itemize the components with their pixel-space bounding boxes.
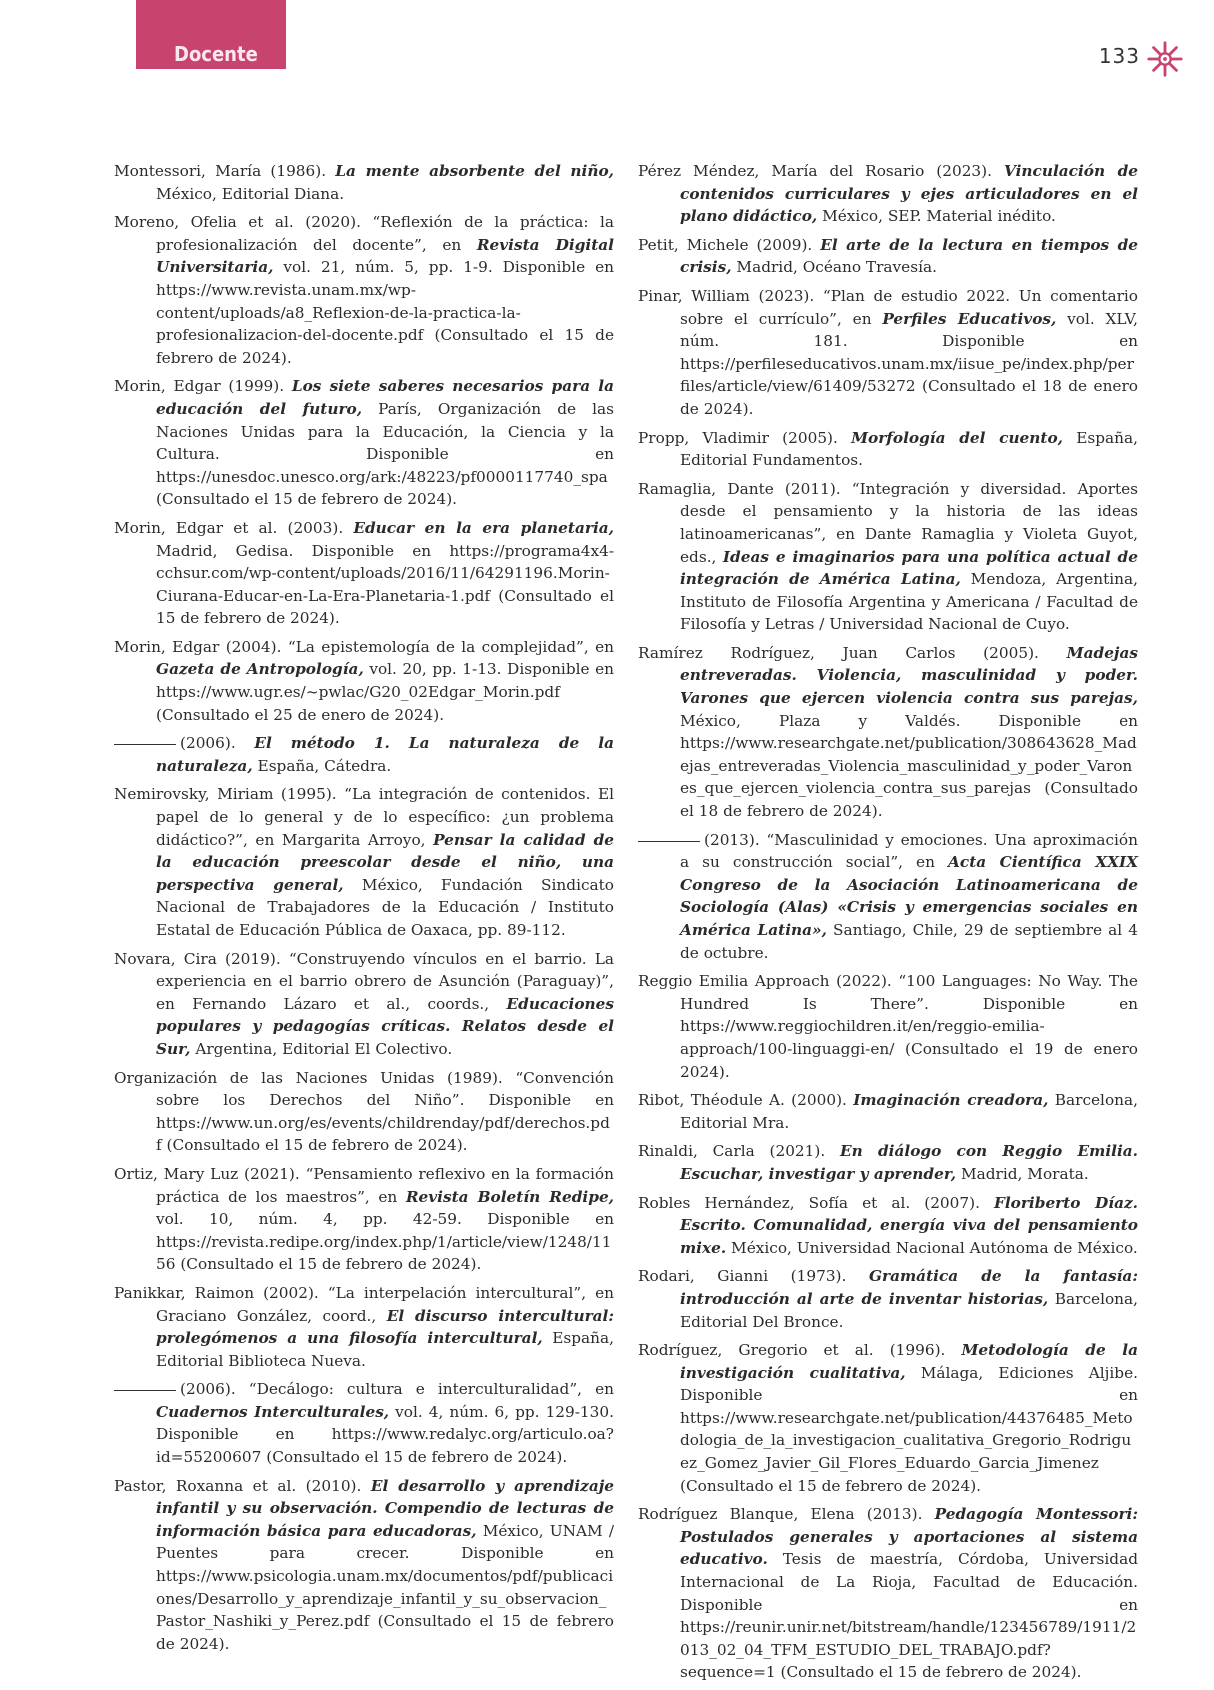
reference-title: Revista Digital Universitaria, bbox=[156, 235, 614, 277]
reference-title: Acta Científica XXIX Congreso de la Asociación Latinoamericana de Sociología (Alas) «Crisis y emergencias sociales en América Latina», bbox=[680, 853, 1138, 939]
reference-title: Imaginación creadora, bbox=[853, 1091, 1049, 1110]
reference-entry bbox=[114, 783, 614, 941]
reference-title: Perfiles Educativos, bbox=[882, 309, 1057, 328]
reference-text: Pastor, Roxanna et al. (2010). bbox=[114, 1476, 371, 1495]
reference-entry bbox=[638, 234, 1138, 279]
reference-text: México, SEP. Material inédito. bbox=[817, 207, 1056, 226]
reference-text: Reggio Emilia Approach (2022). “100 Languages: No Way. The Hundred Is There”. Disponible en https://www.reggiochildren.it/en/reggio-emilia-approach/100-linguaggi-en/ (Consultado el 19 de enero 2024). bbox=[638, 972, 1138, 1081]
reference-entry bbox=[114, 732, 614, 777]
reference-title: Floriberto Díaz. Escrito. Comunalidad, energía viva del pensamiento mixe. bbox=[680, 1193, 1139, 1257]
reference-text: Petit, Michele (2009). bbox=[638, 235, 821, 254]
reference-text: vol. XLV, núm. 181. Disponible en https://perfileseducativos.unam.mx/iisue_pe/index.php/perfiles/article/view/61409/53272 (Consultado el 18 de enero de 2024). bbox=[680, 309, 1138, 418]
page-number: 133 bbox=[1098, 44, 1140, 68]
reference-text: Rodríguez Blanque, Elena (2013). bbox=[638, 1505, 935, 1524]
reference-text: Barcelona, Editorial Mra. bbox=[680, 1091, 1138, 1132]
reference-text: Morin, Edgar (1999). bbox=[114, 377, 292, 396]
reference-title: El discurso intercultural: prolegómenos a una filosofía intercultural, bbox=[156, 1306, 614, 1348]
reference-text: vol. 21, núm. 5, pp. 1-9. Disponible en https://www.revista.unam.mx/wp-content/uploads/a8_Reflexion-de-la-practica-la-profesionalizacion-del-docente.pdf (Consultado el 15 de febrero de 2024). bbox=[156, 258, 614, 367]
reference-title: Madejas entreveradas. Violencia, masculinidad y poder. Varones que ejercen violencia contra sus parejas, bbox=[680, 643, 1138, 708]
reference-text: (2013). “Masculinidad y emociones. Una aproximación a su construcción social”, en bbox=[680, 830, 1138, 872]
reference-text: París, Organización de las Naciones Unidas para la Educación, la Ciencia y la Cultura. Disponible en https://unesdoc.unesco.org/ark:/48223/pf0000117740_spa (Consultado el 15 de febrero de 2024). bbox=[156, 399, 614, 509]
reference-entry bbox=[638, 1140, 1138, 1185]
reference-text: Morin, Edgar et al. (2003). bbox=[114, 518, 354, 537]
reference-text: Ribot, Théodule A. (2000). bbox=[638, 1091, 854, 1110]
reference-text: Robles Hernández, Sofía et al. (2007). bbox=[638, 1193, 994, 1212]
reference-text: Argentina, Editorial El Colectivo. bbox=[190, 1039, 453, 1058]
reference-entry bbox=[638, 1089, 1138, 1134]
reference-title: En diálogo con Reggio Emilia. Escuchar, investigar y aprender, bbox=[680, 1142, 1138, 1183]
references-columns bbox=[114, 160, 1138, 1690]
reference-text: Moreno, Ofelia et al. (2020). “Reflexión de la práctica: la profesionalización del docente”, en bbox=[114, 213, 614, 254]
reference-text: México, Plaza y Valdés. Disponible en https://www.researchgate.net/publication/308643628_Madejas_entreveradas_Violencia_masculinidad_y_poder_Varones_que_ejercen_violencia_contra_sus_parejas (Consultado el 18 de febrero de 2024). bbox=[680, 711, 1138, 821]
reference-entry bbox=[114, 517, 614, 630]
repeat-author-dash bbox=[114, 1390, 176, 1391]
section-tag bbox=[136, 0, 286, 69]
reference-text: Rodríguez, Gregorio et al. (1996). bbox=[638, 1341, 962, 1360]
reference-entry bbox=[638, 1192, 1138, 1260]
reference-entry bbox=[114, 211, 614, 369]
reference-text: Barcelona, Editorial Del Bronce. bbox=[680, 1289, 1139, 1331]
reference-text: México, UNAM / Puentes para crecer. Disponible en https://www.psicologia.unam.mx/documentos/pdf/publicaciones/Desarrollo_y_aprendizaje_infantil_y_su_observacion_Pastor_Nashiki_y_Perez.pdf (Consultado el 15 de febrero de 2024). bbox=[156, 1521, 614, 1653]
reference-entry bbox=[638, 285, 1138, 421]
reference-text: Ortiz, Mary Luz (2021). “Pensamiento reflexivo en la formación práctica de los maestros”, en bbox=[114, 1164, 614, 1206]
reference-text: Propp, Vladimir (2005). bbox=[638, 428, 852, 447]
reference-text: (2006). “Decálogo: cultura e interculturalidad”, en bbox=[180, 1380, 614, 1399]
reference-text: Organización de las Naciones Unidas (1989). “Convención sobre los Derechos del Niño”. Disponible en https://www.un.org/es/events/childrenday/pdf/derechos.pdf (Consultado el 15 de febrero de 2024). bbox=[114, 1068, 614, 1155]
reference-text: España, Cátedra. bbox=[252, 756, 392, 775]
reference-text: Mendoza, Argentina, Instituto de Filosofía Argentina y Americana / Facultad de Filosofía y Letras / Universidad Nacional de Cuyo. bbox=[680, 570, 1138, 634]
reference-title: Los siete saberes necesarios para la educación del futuro, bbox=[156, 377, 614, 418]
reference-entry bbox=[638, 642, 1138, 823]
reference-entry bbox=[638, 970, 1138, 1083]
reference-entry bbox=[114, 375, 614, 511]
reference-entry bbox=[638, 160, 1138, 228]
reference-text: México, Fundación Sindicato Nacional de Trabajadores de la Educación / Instituto Estatal de Educación Pública de Oaxaca, pp. 89-112. bbox=[156, 875, 614, 939]
reference-entry bbox=[114, 948, 614, 1061]
reference-text: vol. 4, núm. 6, pp. 129-130. Disponible en https://www.redalyc.org/articulo.oa?id=55200607 (Consultado el 15 de febrero de 2024). bbox=[156, 1402, 614, 1467]
reference-title: Educaciones populares y pedagogías críticas. Relatos desde el Sur, bbox=[156, 994, 614, 1058]
reference-text: Santiago, Chile, 29 de septiembre al 4 de octubre. bbox=[680, 921, 1138, 962]
repeat-author-dash bbox=[638, 841, 700, 842]
reference-entry bbox=[114, 1163, 614, 1276]
reference-entry bbox=[114, 160, 614, 205]
reference-title: Morfología del cuento, bbox=[851, 428, 1064, 447]
reference-entry bbox=[114, 1067, 614, 1157]
reference-text: México, Editorial Diana. bbox=[156, 184, 345, 203]
reference-title: Revista Boletín Redipe, bbox=[405, 1187, 614, 1206]
reference-text: vol. 20, pp. 1-13. Disponible en https://www.ugr.es/~pwlac/G20_02Edgar_Morin.pdf (Consultado el 25 de enero de 2024). bbox=[156, 660, 614, 724]
reference-text: Ramírez Rodríguez, Juan Carlos (2005). bbox=[638, 643, 1067, 662]
reference-title: Pensar la calidad de la educación preescolar desde el niño, una perspectiva general, bbox=[156, 830, 614, 894]
reference-entry bbox=[114, 1378, 614, 1468]
reference-text: Madrid, Gedisa. Disponible en https://programa4x4-cchsur.com/wp-content/uploads/2016/11/64291196.Morin-Ciurana-Educar-en-La-Era-Planetaria-1.pdf (Consultado el 15 de febrero de 2024). bbox=[156, 541, 614, 628]
reference-text: Rinaldi, Carla (2021). bbox=[638, 1142, 840, 1161]
reference-title: La mente absorbente del niño, bbox=[335, 162, 614, 180]
reference-title: Ideas e imaginarios para una política actual de integración de América Latina, bbox=[680, 547, 1138, 589]
reference-entry bbox=[638, 478, 1138, 636]
reference-text: Rodari, Gianni (1973). bbox=[638, 1267, 869, 1286]
reference-entry bbox=[638, 829, 1138, 965]
reference-text: Montessori, María (1986). bbox=[114, 162, 336, 180]
reference-text: España, Editorial Fundamentos. bbox=[680, 428, 1138, 470]
section-tag-label: Docente bbox=[174, 42, 258, 66]
reference-entry bbox=[114, 636, 614, 726]
reference-text: Pinar, William (2023). “Plan de estudio 2022. Un comentario sobre el currículo”, en bbox=[638, 286, 1138, 328]
reference-text: Nemirovsky, Miriam (1995). “La integración de contenidos. El papel de lo general y de lo específico: ¿un problema didáctico?”, en Margarita Arroyo, bbox=[114, 785, 614, 849]
reference-title: Pedagogía Montessori: Postulados generales y aportaciones al sistema educativo. bbox=[680, 1505, 1139, 1569]
reference-title: Vinculación de contenidos curriculares y ejes articuladores en el plano didáctico, bbox=[680, 162, 1138, 226]
reference-entry bbox=[638, 427, 1138, 472]
reference-text: Madrid, Océano Travesía. bbox=[731, 258, 937, 277]
reference-text: Novara, Cira (2019). “Construyendo vínculos en el barrio. La experiencia en el barrio obrero de Asunción (Paraguay)”, en Fernando Lázaro et al., coords., bbox=[114, 949, 614, 1013]
reference-title: El desarrollo y aprendizaje infantil y su observación. Compendio de lecturas de información básica para educadoras, bbox=[156, 1476, 614, 1540]
reference-entry bbox=[114, 1282, 614, 1372]
reference-text: México, Universidad Nacional Autónoma de México. bbox=[726, 1238, 1138, 1257]
reference-text: vol. 10, núm. 4, pp. 42-59. Disponible en https://revista.redipe.org/index.php/1/article/view/1248/1156 (Consultado el 15 de febrero de 2024). bbox=[156, 1210, 614, 1274]
reference-text: Panikkar, Raimon (2002). “La interpelación intercultural”, en Graciano González, coord., bbox=[114, 1283, 614, 1325]
reference-title: Metodología de la investigación cualitativa, bbox=[680, 1341, 1138, 1382]
reference-title: El arte de la lectura en tiempos de crisis, bbox=[680, 235, 1138, 277]
reference-entry bbox=[638, 1339, 1138, 1497]
reference-title: Gazeta de Antropología, bbox=[156, 660, 364, 679]
reference-entry bbox=[638, 1503, 1138, 1684]
flower-icon bbox=[1146, 40, 1184, 78]
reference-text: (2006). bbox=[180, 734, 255, 753]
reference-text: Pérez Méndez, María del Rosario (2023). bbox=[638, 162, 1004, 180]
reference-text: Málaga, Ediciones Aljibe. Disponible en https://www.researchgate.net/publication/44376485_Metodologia_de_la_investigacion_cualitativa_Gregorio_Rodriguez_Gomez_Javier_Gil_Flores_Eduardo_Garcia_Jimenez (Consultado el 15 de febrero de 2024). bbox=[680, 1363, 1139, 1495]
reference-text: Tesis de maestría, Córdoba, Universidad Internacional de La Rioja, Facultad de Educación. Disponible en https://reunir.unir.net/bitstream/handle/123456789/1911/2013_02_04_TFM_ESTUDIO_DEL_TRABAJO.pdf?sequence=1 (Consultado el 15 de febrero de 2024). bbox=[680, 1550, 1138, 1682]
reference-text: Madrid, Morata. bbox=[956, 1164, 1089, 1183]
reference-title: El método 1. La naturaleza de la naturaleza, bbox=[156, 734, 614, 775]
reference-title: Gramática de la fantasía: introducción al arte de inventar historias, bbox=[680, 1267, 1138, 1308]
reference-text: Ramaglia, Dante (2011). “Integración y diversidad. Aportes desde el pensamiento y la historia de las ideas latinoamericanas”, en Dante Ramaglia y Violeta Guyot, eds., bbox=[638, 479, 1138, 566]
reference-entry bbox=[638, 1265, 1138, 1333]
left-column bbox=[114, 160, 614, 1690]
reference-text: España, Editorial Biblioteca Nueva. bbox=[156, 1329, 614, 1370]
reference-title: Educar en la era planetaria, bbox=[353, 518, 614, 537]
reference-entry bbox=[114, 1475, 614, 1656]
right-column bbox=[638, 160, 1138, 1690]
reference-title: Cuadernos Interculturales, bbox=[156, 1402, 390, 1421]
repeat-author-dash bbox=[114, 744, 176, 745]
reference-text: Morin, Edgar (2004). “La epistemología de la complejidad”, en bbox=[114, 637, 614, 656]
